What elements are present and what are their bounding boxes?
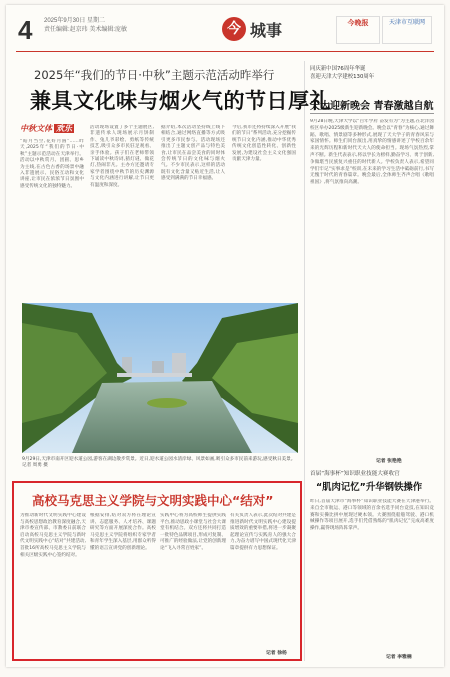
newspaper-logo: 今晚报 (336, 16, 380, 44)
box-article-column-1: 为推动新时代文明实践中心建设与高校思想政治教育深度融合,天津市委宣传部、市教委日前联合启动高校马克思主义学院与新时代文明实践中心“结对”共建活动,首批16所高校马克思主义学院与相关区级实践中心签约结对。 (20, 513, 86, 558)
box-article-column-3: 实践中心将为高校师生提供实践平台,推动思政小课堂与社会大课堂有机结合。双方还将共同打造一批特色品牌项目,形成可复制、可推广的经验做法,让党的创新理论“飞入寻常百姓家”。 (160, 513, 226, 551)
main-article-column-3: 据介绍,本次活动坚持线上线下相结合,通过网络直播等方式吸引更多市民参与。活动现场还推出了主题文创产品与特色美食,让市民在品尝美食的同时体会传统节日的文化味与烟火气。不少市民表示,这样的活动既有文化含量又贴近生活,让人感受到满满的节日幸福感。 (161, 125, 225, 182)
tagline-part-b: 欢乐 (56, 124, 72, 133)
masthead-logos (336, 16, 432, 44)
masthead-editors: 责任编辑:赵京玮 美术编辑:庞敏 (44, 27, 128, 33)
page-number: 4 (18, 15, 33, 45)
section-seal-icon: 今 (222, 17, 246, 41)
right-article-headline: 天大迎新晚会 青春激越自航 (310, 101, 434, 112)
partner-logo: 天津市互联网 (382, 16, 432, 44)
right-article-2-kicker: 首届“海事杯”知识职业技能大赛收官 (310, 471, 400, 477)
box-article-column-2: 根据安排,结对双方将在理论宣讲、志愿服务、人才培养、课题研究等方面开展深度合作。高校马克思主义学院将组织专家学者和青年学生深入基层,用群众听得懂的语言宣讲党的创新理论。 (90, 513, 156, 551)
right-article-byline: 记者 张艳艳 (376, 459, 402, 464)
right-article-2-body: 昨日,首届天津市“海事杯”知识职业技能大赛在天津港举行。来自全市航运、港口等领域的百余名选手同台竞技,在知识竞赛和实操比拼中展现过硬本领。大赛围绕船舶驾驶、港口机械操作等项目展开,选手们凭借熟练的“肌肉记忆”完成高难度操作,赢得现场阵阵掌声。 (310, 499, 434, 532)
main-article-kicker: 2025年“我们的节日·中秋”主题示范活动昨举行 (34, 68, 275, 82)
right-article-2-byline: 记者 李雅楠 (386, 655, 412, 660)
masthead-meta (44, 17, 127, 35)
main-article-column-1: “皓月当空,花好月圆”……昨天,2025年“我们的节日·中秋”主题示范活动在天津举行。活动以中秋赏月、团圆、思乡为主线,在古色古香的场景中融入非遗展示、民俗互动和文化讲座,让市民在浓浓节日氛围中感受传统文化的独特魅力。 (20, 139, 84, 189)
right-article-2-headline: “肌肉记忆”升华钢铁操作 (316, 482, 423, 493)
right-article-rule (310, 113, 434, 114)
right-article-kicker-line-2: 喜迎天津大学建校130周年 (310, 74, 375, 80)
masthead-date: 2025年9月30日 星期二 (44, 18, 106, 24)
section-title: 城事 (250, 21, 283, 40)
photo-caption: 9月29日,天津市南开区迎水道公园,游客在湖边散步赏景。近日,迎水道公园水清岸绿、风景如画,吸引众多市民前来游玩,感受秋日美景。 记者 周勇 摄 (22, 457, 296, 469)
newspaper-page (6, 5, 444, 667)
main-article-column-2: 活动现场设置了多个主题展区,非遗传承人现场展示月饼制作、兔儿爷彩绘、剪纸等传统技艺,吸引众多市民驻足观看、亲手体验。孩子们在老师带领下诵读中秋诗词,猜灯谜、做花灯,热闹非凡。主办方还邀请专家学者围绕中秋节的历史渊源与文化内涵进行讲解,让节日更有温度和深度。 (90, 125, 154, 188)
main-article-headline: 兼具文化味与烟火气的节日厚礼 (30, 89, 331, 113)
masthead (16, 11, 434, 52)
highlighted-article-box (12, 481, 302, 661)
right-article-kicker (310, 65, 374, 81)
box-article-column-4: 有关负责人表示,此次结对共建是推进新时代文明实践中心建设提质增效的重要举措,将进一步凝聚起理论宣传与实践育人的强大合力,为奋力谱写中国式现代化天津篇章提供有力思想保证。 (230, 513, 296, 551)
main-article-tagline (20, 123, 100, 137)
park-photo (22, 303, 298, 453)
right-article-body: 9月28日晚,天津大学以“百年学府 奋发有为”为主题,在北洋园校区举办2025级新生迎新晚会。晚会以“青春”为核心,通过舞蹈、歌唱、情景剧等多种形式,展现了天大学子的青春风采与家国情怀。师生们同台演出,用真挚的情感讲述了学校百余年来的光辉历程和新时代天大人的使命担当。现场气氛热烈,掌声不断。新生代表表示,将以学长为榜样,勤奋学习、勇于创新,争做堪当民族复兴重任的时代新人。学校负责人表示,希望同学们牢记“实事求是”校训,在未来的学习生活中砥砺前行,书写无愧于时代的青春篇章。晚会最后,全体师生齐声合唱《歌唱祖国》,将气氛推向高潮。 (310, 119, 434, 186)
box-article-byline: 记者 徐杨 (266, 651, 287, 656)
column-divider (304, 61, 305, 661)
main-article-column-4: 今后,我市还将持续深入开展“我们的节日”系列活动,充分挖掘传统节日文化内涵,推动中华优秀传统文化创造性转化、创新性发展,为建设社会主义文化强国贡献天津力量。 (232, 125, 296, 163)
right-article-kicker-line-1: 同庆新中国76周年华诞 (310, 66, 366, 72)
box-article-headline: 高校马克思主义学院与文明实践中心“结对” (32, 493, 274, 508)
tagline-part-a: 中秋文体 (20, 124, 52, 133)
